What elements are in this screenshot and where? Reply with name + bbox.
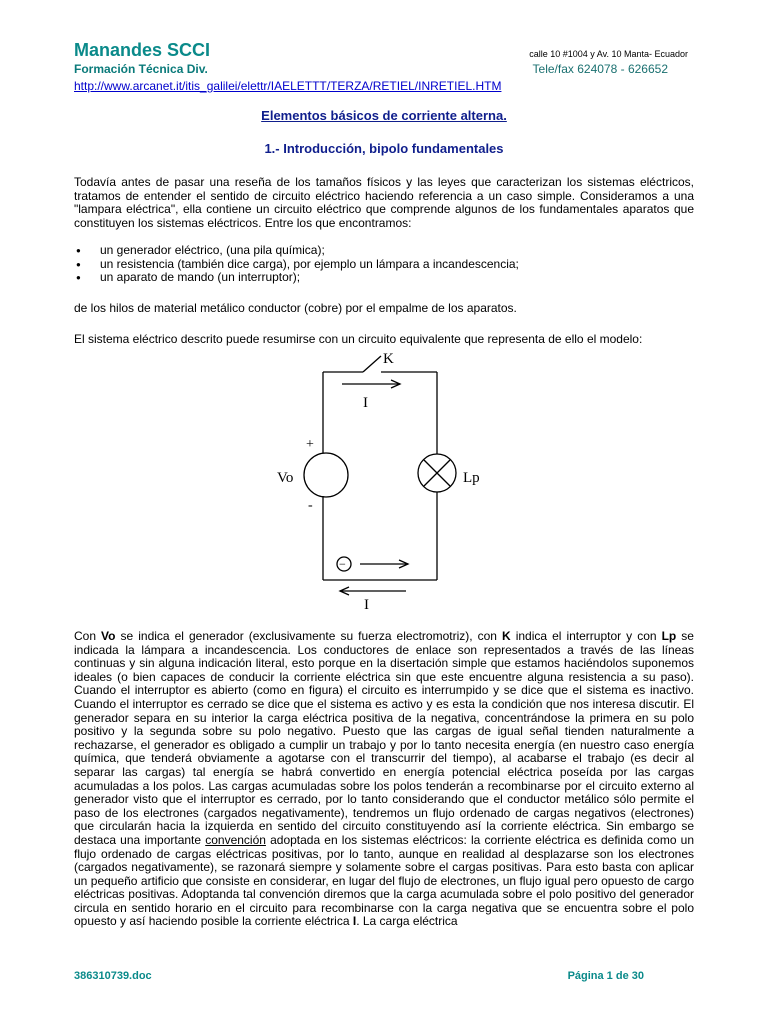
document-title: Elementos básicos de corriente alterna. <box>261 108 507 123</box>
list-item: ● un generador eléctrico, (una pila química); <box>74 244 519 258</box>
positive-sign: + <box>306 437 314 452</box>
list-item: ● un aparato de mando (un interruptor); <box>74 271 519 285</box>
wires-paragraph: de los hilos de material metálico conductor (cobre) por el empalme de los aparatos. <box>74 301 517 315</box>
intro-paragraph: Todavía antes de pasar una reseña de los tamaños físicos y las leyes que caracterizan los sistemas eléctricos, tratamos de entender el sentido de circuito eléctrico haciendo referencia a un caso simple. Consideramos a una "lampara eléctrica", ella contiene un circuito eléctrico que comprende algunos de los fundamentales aparatos que constituyen los sistemas eléctricos. Entre los que encontramos: <box>74 175 694 230</box>
component-list <box>74 244 519 285</box>
page-number: Página 1 de 30 <box>567 970 644 982</box>
company-address: calle 10 #1004 y Av. 10 Manta- Ecuador <box>529 49 688 59</box>
list-item: ● un resistencia (también dice carga), por ejemplo un lámpara a incandescencia; <box>74 258 519 272</box>
electron-sign: − <box>339 557 346 571</box>
current-label-top: I <box>363 395 368 411</box>
switch-label: K <box>383 351 394 367</box>
circuit-diagram <box>260 345 520 615</box>
division-name: Formación Técnica Div. <box>74 62 208 76</box>
model-paragraph: El sistema eléctrico descrito puede resumirse con un circuito equivalente que representa de ello el modelo: <box>74 332 643 346</box>
lamp-label: Lp <box>463 470 480 486</box>
source-link[interactable]: http://www.arcanet.it/itis_galilei/elettr/IAELETTT/TERZA/RETIEL/INRETIEL.HTM <box>74 79 502 93</box>
section-heading: 1.- Introducción, bipolo fundamentales <box>264 141 504 156</box>
company-phone: Tele/fax 624078 - 626652 <box>532 62 668 76</box>
main-paragraph: Con Vo se indica el generador (exclusivamente su fuerza electromotriz), con K indica el interruptor y con Lp se indicada la lámpara a incandescencia. Los conductores de enlace son representados a través de las líneas continuas y sin alguna indicación literal, esto porque en la disertación simple que estamos haciéndolos suponemos ideales (o bien capaces de conducir la corriente eléctrica sin que este encuentre alguna resistencia a su paso). Cuando el interruptor es abierto (como en figura) el circuito es interrumpido y se dice que el sistema es inactivo. Cuando el interruptor es cerrado se dice que el sistema es activo y es esta la condición que nos interesa discutir. El generador separa en su interior la carga eléctrica positiva de la negativa, concentrándose la primera en su polo positivo y la segunda sobre su polo negativo. Puesto que las cargas de igual señal tienden naturalmente a rechazarse, el generador es obligado a cumplir un trabajo y por lo tanto necesita energía (en nuestro caso energía química, que tenderá obviamente a agotarse con el transcurrir del tiempo), al acabarse el trabajo (es decir al separar las cargas) tal energía se habrá convertido en energía potencial eléctrica poseída por las cargas acumuladas a los polos. Las cargas acumuladas sobre los polos tenderán a recombinarse por el circuito externo al generador visto que el interruptor es cerrado, por lo tanto considerando que el conductor metálico sólo permite el paso de los electrones (cargados negativamente), tendremos un flujo ordenado de cargas negativos (electrones) que circularán hacia la izquierda en sentido del circuito constituyendo así la corriente eléctrica. Sin embargo se destaca una importante convención adoptada en los sistemas eléctricos: la corriente eléctrica es definida como un flujo ordenado de cargas eléctricas positivas, por lo tanto, aunque en realidad al desplazarse son los electrones (cargados negativamente), se razonará siempre y solamente sobre el cargas positivas. Para esto basta con aplicar un pequeño artificio que consiste en considerar, en lugar del flujo de electrones, un flujo igual pero opuesto de cargo eléctricas positivas. Adoptanda tal convención diremos que la carga acumulada sobre el polo positivo del generador circula en sentido horario en el circuito para recombinarse con la carga negativa que se encuentra sobre el polo opuesto y así haciendo posible la corriente eléctrica I. La carga eléctrica <box>74 629 695 929</box>
current-label-bottom: I <box>364 597 369 613</box>
footer-filename: 386310739.doc <box>74 970 152 982</box>
generator-symbol <box>304 453 348 497</box>
generator-label: Vo <box>277 470 294 486</box>
company-name: Manandes SCCI <box>74 40 211 60</box>
negative-sign: - <box>308 498 313 513</box>
switch-blade <box>363 356 381 372</box>
